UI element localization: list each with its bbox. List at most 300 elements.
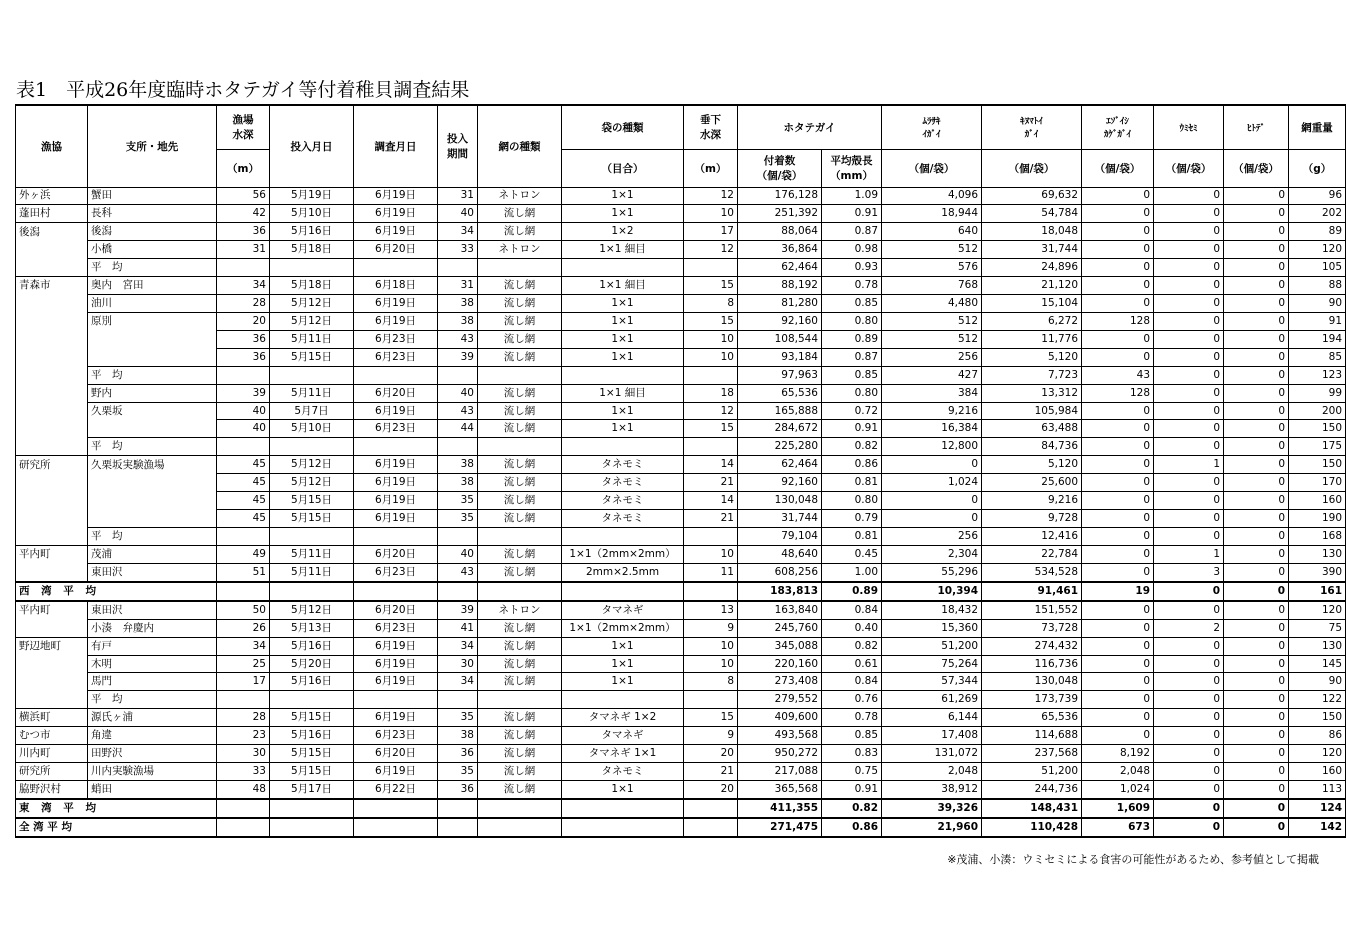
table-cell: 92,160 xyxy=(738,312,822,330)
table-cell: 0.82 xyxy=(822,637,882,655)
table-cell: 96 xyxy=(1289,187,1346,205)
header-depth: 漁場 水深 xyxy=(217,105,270,149)
table-cell: 5月11日 xyxy=(270,563,354,581)
table-cell: 55,296 xyxy=(882,563,982,581)
table-cell: 蛸田 xyxy=(88,781,217,799)
table-cell: 0 xyxy=(1224,295,1289,313)
table-row xyxy=(16,205,1346,223)
table-cell: 21,960 xyxy=(882,818,982,837)
table-cell: 113 xyxy=(1289,781,1346,799)
table-cell xyxy=(438,691,478,709)
table-cell: 0 xyxy=(1154,474,1224,492)
table-cell: 小湊 弁慶内 xyxy=(88,619,217,637)
table-cell: 6月23日 xyxy=(354,727,438,745)
table-cell: 流し網 xyxy=(478,456,562,474)
table-cell: 0 xyxy=(1154,223,1224,241)
table-cell: 99 xyxy=(1289,384,1346,402)
table-cell: 0 xyxy=(1154,745,1224,763)
table-cell: 15 xyxy=(684,312,738,330)
table-cell: 88,064 xyxy=(738,223,822,241)
table-cell xyxy=(16,474,88,492)
table-cell: 130,048 xyxy=(738,492,822,510)
table-cell: 10 xyxy=(684,205,738,223)
table-cell: 170 xyxy=(1289,474,1346,492)
table-cell: 1×1 xyxy=(562,295,684,313)
table-cell: 平内町 xyxy=(16,601,88,619)
table-cell: 6月19日 xyxy=(354,510,438,528)
table-cell xyxy=(217,438,270,456)
table-cell: 5月12日 xyxy=(270,474,354,492)
table-cell xyxy=(562,528,684,546)
table-cell: 1,024 xyxy=(1082,781,1154,799)
table-cell: 0 xyxy=(1082,655,1154,673)
table-cell: 38 xyxy=(438,727,478,745)
table-cell: 角違 xyxy=(88,727,217,745)
table-cell: タマネギ 1×1 xyxy=(562,745,684,763)
table-cell: 0 xyxy=(1154,348,1224,366)
table-cell: 4,480 xyxy=(882,295,982,313)
table-cell: 0 xyxy=(1224,637,1289,655)
table-cell: 有戸 xyxy=(88,637,217,655)
table-row xyxy=(16,187,1346,205)
table-cell xyxy=(88,330,217,348)
table-cell: 33 xyxy=(438,241,478,259)
table-row xyxy=(16,456,1346,474)
table-cell: 244,736 xyxy=(982,781,1082,799)
table-cell: 野辺地町 xyxy=(16,637,88,655)
table-cell: 673 xyxy=(1082,818,1154,837)
table-cell: 6月18日 xyxy=(354,277,438,295)
table-cell: 0 xyxy=(1224,582,1289,601)
table-cell: 175 xyxy=(1289,438,1346,456)
table-cell: 273,408 xyxy=(738,673,822,691)
table-cell: 17 xyxy=(684,223,738,241)
table-cell: 0 xyxy=(1082,709,1154,727)
table-cell: 0 xyxy=(1154,259,1224,277)
table-cell: 38,912 xyxy=(882,781,982,799)
table-cell: 39 xyxy=(438,348,478,366)
table-cell: 35 xyxy=(438,763,478,781)
table-cell xyxy=(684,818,738,837)
table-cell: 0 xyxy=(1224,545,1289,563)
table-cell: 1×1 xyxy=(562,637,684,655)
table-cell: 0 xyxy=(1224,745,1289,763)
table-cell: 245,760 xyxy=(738,619,822,637)
table-cell: 0 xyxy=(1224,528,1289,546)
table-cell: 148,431 xyxy=(982,799,1082,818)
table-cell: 41 xyxy=(438,619,478,637)
table-cell: 608,256 xyxy=(738,563,822,581)
table-cell: 0.85 xyxy=(822,727,882,745)
table-cell: 西 湾 平 均 xyxy=(16,582,217,601)
table-cell xyxy=(217,259,270,277)
table-cell: 東田沢 xyxy=(88,601,217,619)
table-cell xyxy=(354,691,438,709)
table-cell: 6月23日 xyxy=(354,619,438,637)
table-cell: 39,326 xyxy=(882,799,982,818)
table-row xyxy=(16,655,1346,673)
table-cell: 田野沢 xyxy=(88,745,217,763)
table-cell xyxy=(270,259,354,277)
table-cell: 6月19日 xyxy=(354,709,438,727)
table-cell: 160 xyxy=(1289,492,1346,510)
table-cell xyxy=(354,438,438,456)
table-cell: 13 xyxy=(684,601,738,619)
table-cell: 久栗坂実験漁場 xyxy=(88,456,217,474)
table-cell: 0.91 xyxy=(822,420,882,438)
table-cell: 流し網 xyxy=(478,492,562,510)
table-cell: 0 xyxy=(1154,763,1224,781)
table-cell: 0 xyxy=(1224,818,1289,837)
table-cell: 12 xyxy=(684,241,738,259)
table-cell: 0 xyxy=(1154,438,1224,456)
table-cell: 0 xyxy=(1082,402,1154,420)
table-cell: 0 xyxy=(1154,818,1224,837)
table-cell: 流し網 xyxy=(478,619,562,637)
table-cell xyxy=(478,691,562,709)
table-cell: 271,475 xyxy=(738,818,822,837)
table-cell: 256 xyxy=(882,528,982,546)
table-cell: 0 xyxy=(1224,259,1289,277)
table-cell: 0.84 xyxy=(822,673,882,691)
table-cell: 33 xyxy=(217,763,270,781)
table-cell: 0 xyxy=(1082,673,1154,691)
table-cell: 0.72 xyxy=(822,402,882,420)
table-cell: 0 xyxy=(1224,205,1289,223)
table-cell: 5月18日 xyxy=(270,277,354,295)
table-cell: 0 xyxy=(1224,510,1289,528)
table-cell: 21,120 xyxy=(982,277,1082,295)
table-cell: 411,355 xyxy=(738,799,822,818)
table-cell xyxy=(354,818,438,837)
table-cell xyxy=(270,366,354,384)
table-cell: 6,272 xyxy=(982,312,1082,330)
table-cell: 6月19日 xyxy=(354,223,438,241)
table-cell: 0 xyxy=(1154,366,1224,384)
table-cell: 0.86 xyxy=(822,818,882,837)
header-date-in: 投入月日 xyxy=(270,105,354,187)
table-cell: 5月10日 xyxy=(270,420,354,438)
table-cell: 流し網 xyxy=(478,637,562,655)
table-cell: 88 xyxy=(1289,277,1346,295)
table-cell xyxy=(16,312,88,330)
table-cell: 0 xyxy=(1224,563,1289,581)
table-cell: 0 xyxy=(1224,655,1289,673)
table-cell: 5月11日 xyxy=(270,384,354,402)
table-row xyxy=(16,563,1346,581)
table-cell: 90 xyxy=(1289,295,1346,313)
table-cell xyxy=(88,348,217,366)
table-cell: 流し網 xyxy=(478,745,562,763)
table-cell xyxy=(354,799,438,818)
table-cell: 116,736 xyxy=(982,655,1082,673)
table-cell: 1×1 細目 xyxy=(562,384,684,402)
table-cell: 2,304 xyxy=(882,545,982,563)
table-cell: 123 xyxy=(1289,366,1346,384)
table-cell: 6月19日 xyxy=(354,187,438,205)
table-cell xyxy=(684,799,738,818)
table-cell: ネトロン xyxy=(478,601,562,619)
table-cell: 0.85 xyxy=(822,295,882,313)
table-row xyxy=(16,745,1346,763)
table-cell: 6月23日 xyxy=(354,563,438,581)
table-cell xyxy=(16,241,88,259)
table-cell: 0 xyxy=(1224,709,1289,727)
table-cell: 0 xyxy=(1224,420,1289,438)
table-cell xyxy=(354,366,438,384)
table-cell: 114,688 xyxy=(982,727,1082,745)
table-cell: タネモミ xyxy=(562,763,684,781)
table-cell: 6,144 xyxy=(882,709,982,727)
table-cell: 2 xyxy=(1154,619,1224,637)
table-cell: 42 xyxy=(217,205,270,223)
table-cell: 20 xyxy=(217,312,270,330)
table-row xyxy=(16,420,1346,438)
table-cell: 18,944 xyxy=(882,205,982,223)
table-cell: 流し網 xyxy=(478,545,562,563)
table-cell: 284,672 xyxy=(738,420,822,438)
table-cell: 19 xyxy=(1082,582,1154,601)
table-cell: 2,048 xyxy=(1082,763,1154,781)
table-cell: 0 xyxy=(1082,637,1154,655)
table-cell: 35 xyxy=(438,510,478,528)
table-cell: 12 xyxy=(684,402,738,420)
table-row xyxy=(16,384,1346,402)
table-cell: 91,461 xyxy=(982,582,1082,601)
table-row xyxy=(16,510,1346,528)
table-row xyxy=(16,348,1346,366)
table-cell: 18,432 xyxy=(882,601,982,619)
table-cell: 油川 xyxy=(88,295,217,313)
table-cell: タマネギ xyxy=(562,601,684,619)
table-cell xyxy=(478,582,562,601)
table-cell: 流し網 xyxy=(478,709,562,727)
table-cell: 0.89 xyxy=(822,330,882,348)
table-cell: 5月16日 xyxy=(270,223,354,241)
table-cell: 120 xyxy=(1289,601,1346,619)
table-cell: 251,392 xyxy=(738,205,822,223)
table-cell: タネモミ xyxy=(562,492,684,510)
table-cell: 31,744 xyxy=(738,510,822,528)
table-cell: 40 xyxy=(438,384,478,402)
table-cell: 69,632 xyxy=(982,187,1082,205)
table-cell: 90 xyxy=(1289,673,1346,691)
table-cell: 34 xyxy=(217,637,270,655)
table-cell: 0.80 xyxy=(822,384,882,402)
table-cell xyxy=(354,528,438,546)
table-cell: 105,984 xyxy=(982,402,1082,420)
table-cell xyxy=(562,438,684,456)
header-period: 投入 期間 xyxy=(438,105,478,187)
table-cell: 122 xyxy=(1289,691,1346,709)
table-cell: 蓬田村 xyxy=(16,205,88,223)
table-cell: 1×1 xyxy=(562,348,684,366)
table-cell: 小橋 xyxy=(88,241,217,259)
table-cell xyxy=(16,295,88,313)
table-cell: 0.61 xyxy=(822,655,882,673)
table-cell: 92,160 xyxy=(738,474,822,492)
table-cell: 10 xyxy=(684,348,738,366)
table-cell: 43 xyxy=(1082,366,1154,384)
table-cell: 15 xyxy=(684,709,738,727)
table-cell: 0 xyxy=(1224,402,1289,420)
table-cell xyxy=(684,528,738,546)
table-cell xyxy=(438,799,478,818)
table-cell: 研究所 xyxy=(16,763,88,781)
table-cell: 0 xyxy=(1154,295,1224,313)
table-cell: 5月10日 xyxy=(270,205,354,223)
table-cell: 48 xyxy=(217,781,270,799)
table-cell: 0 xyxy=(1224,330,1289,348)
table-cell: 0.45 xyxy=(822,545,882,563)
survey-table xyxy=(15,104,1346,838)
average-row xyxy=(16,438,1346,456)
header-unit-kinuma: （個/袋） xyxy=(982,149,1082,187)
table-cell: 176,128 xyxy=(738,187,822,205)
table-cell: 345,088 xyxy=(738,637,822,655)
table-cell: 流し網 xyxy=(478,763,562,781)
table-cell: 768 xyxy=(882,277,982,295)
table-cell: 30 xyxy=(217,745,270,763)
table-cell: 9 xyxy=(684,619,738,637)
table-cell: 35 xyxy=(438,492,478,510)
table-cell: 8 xyxy=(684,673,738,691)
table-cell: 1×1 xyxy=(562,673,684,691)
table-cell: 0.84 xyxy=(822,601,882,619)
table-cell: 青森市 xyxy=(16,277,88,295)
table-cell: 36 xyxy=(438,781,478,799)
table-cell: 0 xyxy=(1224,799,1289,818)
table-cell: 東田沢 xyxy=(88,563,217,581)
table-cell: 43 xyxy=(438,402,478,420)
table-cell: 6月19日 xyxy=(354,402,438,420)
table-cell: 31 xyxy=(217,241,270,259)
table-cell: 流し網 xyxy=(478,781,562,799)
table-cell: 久栗坂 xyxy=(88,402,217,420)
table-cell: 21 xyxy=(684,474,738,492)
table-cell: 51,200 xyxy=(882,637,982,655)
table-cell: 0 xyxy=(1154,187,1224,205)
table-cell xyxy=(684,691,738,709)
average-row xyxy=(16,691,1346,709)
table-cell: 0 xyxy=(1082,330,1154,348)
footnote: ※茂浦、小湊：ウミセミによる食害の可能性があるため、参考値として掲載 xyxy=(947,853,1319,866)
table-cell xyxy=(217,691,270,709)
table-cell: 163,840 xyxy=(738,601,822,619)
table-cell: 25,600 xyxy=(982,474,1082,492)
table-cell: 88,192 xyxy=(738,277,822,295)
table-cell: 534,528 xyxy=(982,563,1082,581)
table-cell: 0 xyxy=(1082,259,1154,277)
header-net-weight: 網重量 xyxy=(1289,105,1346,149)
table-cell: 1×1 xyxy=(562,655,684,673)
table-cell: 130 xyxy=(1289,545,1346,563)
table-row xyxy=(16,402,1346,420)
table-cell: タマネギ xyxy=(562,727,684,745)
table-cell: 平 均 xyxy=(88,366,217,384)
table-cell xyxy=(16,402,88,420)
table-cell: 0 xyxy=(1082,438,1154,456)
table-cell: 6月19日 xyxy=(354,637,438,655)
table-cell xyxy=(16,366,88,384)
table-row xyxy=(16,223,1346,241)
table-cell: 0 xyxy=(1082,474,1154,492)
table-cell: 0 xyxy=(1082,727,1154,745)
table-cell: 1×1（2mm×2mm） xyxy=(562,619,684,637)
table-cell: 409,600 xyxy=(738,709,822,727)
table-cell: 151,552 xyxy=(982,601,1082,619)
table-cell: 全 湾 平 均 xyxy=(16,818,217,837)
table-cell: 0 xyxy=(882,492,982,510)
table-cell: 茂浦 xyxy=(88,545,217,563)
table-cell: 576 xyxy=(882,259,982,277)
table-cell: 63,488 xyxy=(982,420,1082,438)
table-cell: 34 xyxy=(217,277,270,295)
table-cell: 1 xyxy=(1154,545,1224,563)
table-cell: 45 xyxy=(217,492,270,510)
table-cell: 0 xyxy=(1082,601,1154,619)
table-cell xyxy=(562,366,684,384)
table-cell: ネトロン xyxy=(478,187,562,205)
table-cell: 5月7日 xyxy=(270,402,354,420)
table-cell: 0 xyxy=(1082,295,1154,313)
table-cell: 14 xyxy=(684,492,738,510)
table-cell: 65,536 xyxy=(982,709,1082,727)
table-row xyxy=(16,673,1346,691)
table-cell: 5月20日 xyxy=(270,655,354,673)
header-unit-ezoishi: （個/袋） xyxy=(1082,149,1154,187)
table-cell xyxy=(438,528,478,546)
table-cell: 1×1 xyxy=(562,330,684,348)
table-cell: 0 xyxy=(1154,637,1224,655)
table-row xyxy=(16,637,1346,655)
table-cell xyxy=(16,691,88,709)
table-cell: 0 xyxy=(1154,384,1224,402)
table-cell: 0 xyxy=(1082,492,1154,510)
table-row xyxy=(16,241,1346,259)
table-row xyxy=(16,727,1346,745)
table-cell: 5月12日 xyxy=(270,456,354,474)
table-cell: 1×1 xyxy=(562,312,684,330)
table-cell: 0.89 xyxy=(822,582,882,601)
table-cell: 12 xyxy=(684,187,738,205)
table-cell: 13,312 xyxy=(982,384,1082,402)
table-cell: 0 xyxy=(1082,187,1154,205)
table-cell: 8,192 xyxy=(1082,745,1154,763)
table-cell: 86 xyxy=(1289,727,1346,745)
table-cell xyxy=(16,510,88,528)
table-cell xyxy=(16,619,88,637)
table-cell xyxy=(354,582,438,601)
table-cell: 173,739 xyxy=(982,691,1082,709)
table-cell: 5月15日 xyxy=(270,745,354,763)
table-cell: 39 xyxy=(438,601,478,619)
table-cell: 10 xyxy=(684,545,738,563)
table-cell: 0 xyxy=(1082,277,1154,295)
table-cell: 0.79 xyxy=(822,510,882,528)
table-cell: 38 xyxy=(438,474,478,492)
table-cell: 平内町 xyxy=(16,545,88,563)
table-cell: 142 xyxy=(1289,818,1346,837)
table-cell: 0 xyxy=(1224,492,1289,510)
table-cell: 6月19日 xyxy=(354,763,438,781)
table-cell: 0 xyxy=(1224,727,1289,745)
table-cell xyxy=(16,384,88,402)
table-cell: 0 xyxy=(1224,366,1289,384)
table-cell: 45 xyxy=(217,510,270,528)
table-cell xyxy=(562,799,684,818)
table-cell xyxy=(217,818,270,837)
